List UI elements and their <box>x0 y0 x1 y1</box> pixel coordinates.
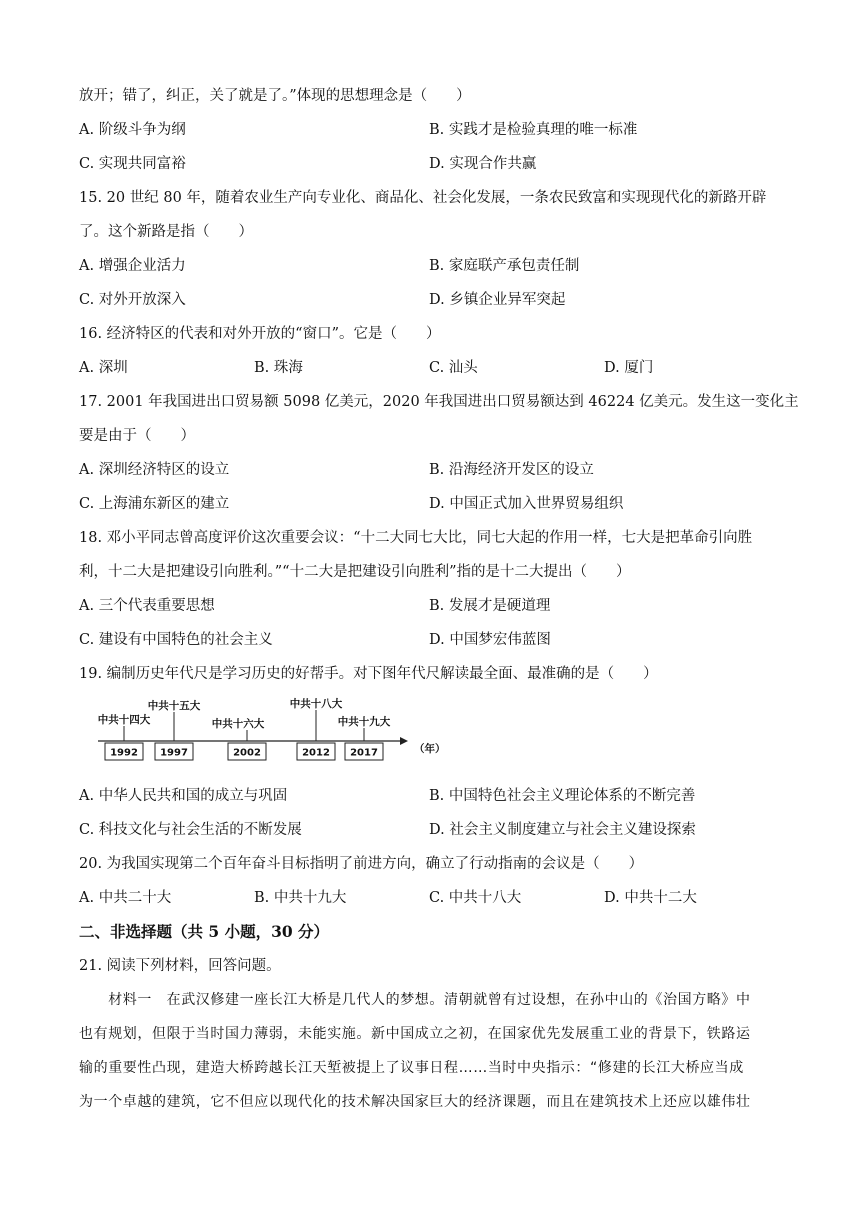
q18-stem: 18. 邓小平同志曾高度评价这次重要会议：“十二大同七大比，同七大起的作用一样，七大是把革命引向胜 <box>79 530 753 546</box>
q18-option-a: A. 三个代表重要思想 <box>79 598 215 614</box>
timeline-year-3: 2002 <box>233 747 261 759</box>
q20-option-b: B. 中共十九大 <box>254 890 347 906</box>
material-line-1: 材料一 在武汉修建一座长江大桥是几代人的梦想。清朝就曾有过设想，在孙中山的《治国方略》中 <box>79 992 751 1008</box>
q16-option-b: B. 珠海 <box>254 360 303 376</box>
timeline-year-4: 2012 <box>302 747 330 759</box>
q14-stem-tail: 放开；错了，纠正，关了就是了。”体现的思想理念是（ ） <box>79 88 471 104</box>
q15-stem: 15. 20 世纪 80 年，随着农业生产向专业化、商品化、社会化发展，一条农民致富和实现现代化的新路开辟 <box>79 190 767 206</box>
material-line-2: 也有规划，但限于当时国力薄弱，未能实施。新中国成立之初，在国家优先发展重工业的背景下，铁路运 <box>79 1026 751 1042</box>
q20-option-a: A. 中共二十大 <box>79 890 172 906</box>
timeline-year-5: 2017 <box>350 747 378 759</box>
q20-option-d: D. 中共十二大 <box>604 890 697 906</box>
timeline-arrow <box>400 737 408 745</box>
q14-option-a: A. 阶级斗争为纲 <box>79 122 186 138</box>
timeline-label-1: 中共十四大 <box>97 714 151 726</box>
q18-option-b: B. 发展才是硬道理 <box>429 598 551 614</box>
q19-option-d: D. 社会主义制度建立与社会主义建设探索 <box>429 822 696 838</box>
q19-option-a: A. 中华人民共和国的成立与巩固 <box>79 788 288 804</box>
q14-option-d: D. 实现合作共赢 <box>429 156 537 172</box>
material-line-3: 输的重要性凸现，建造大桥跨越长江天堑被提上了议事日程……当时中央指示：“修建的长江大桥应当成 <box>79 1060 744 1076</box>
q20-option-c: C. 中共十八大 <box>429 890 522 906</box>
q18-option-d: D. 中国梦宏伟蓝图 <box>429 632 551 648</box>
q15-option-a: A. 增强企业活力 <box>79 258 186 274</box>
q16-option-d: D. 厦门 <box>604 360 654 376</box>
timeline-year-2: 1997 <box>160 747 188 759</box>
q18-stem-cont: 利，十二大是把建设引向胜利。”“十二大是把建设引向胜利”指的是十二大提出（ ） <box>79 564 631 580</box>
q17-option-d: D. 中国正式加入世界贸易组织 <box>429 496 624 512</box>
q17-stem: 17. 2001 年我国进出口贸易额 5098 亿美元，2020 年我国进出口贸易额达到 46224 亿美元。发生这一变化主 <box>79 394 799 410</box>
q15-option-b: B. 家庭联产承包责任制 <box>429 258 580 274</box>
timeline-unit: （年） <box>414 743 446 755</box>
q17-option-c: C. 上海浦东新区的建立 <box>79 496 230 512</box>
q19-option-b: B. 中国特色社会主义理论体系的不断完善 <box>429 788 696 804</box>
year-timeline <box>90 694 450 766</box>
q17-option-a: A. 深圳经济特区的设立 <box>79 462 230 478</box>
timeline-year-1: 1992 <box>110 747 138 759</box>
timeline-label-3: 中共十六大 <box>211 718 265 730</box>
timeline-label-2: 中共十五大 <box>147 700 201 712</box>
q19-stem: 19. 编制历史年代尺是学习历史的好帮手。对下图年代尺解读最全面、最准确的是（ ） <box>79 666 658 682</box>
q21-stem: 21. 阅读下列材料，回答问题。 <box>79 958 281 974</box>
q16-stem: 16. 经济特区的代表和对外开放的“窗口”。它是（ ） <box>79 326 441 342</box>
section-heading: 二、非选择题（共 5 小题，30 分） <box>79 922 330 941</box>
q15-option-c: C. 对外开放深入 <box>79 292 186 308</box>
q17-stem-cont: 要是由于（ ） <box>79 428 195 444</box>
q20-stem: 20. 为我国实现第二个百年奋斗目标指明了前进方向，确立了行动指南的会议是（ ） <box>79 856 644 872</box>
q15-stem-cont: 了。这个新路是指（ ） <box>79 224 253 240</box>
q17-option-b: B. 沿海经济开发区的设立 <box>429 462 594 478</box>
material-line-4: 为一个卓越的建筑，它不但应以现代化的技术解决国家巨大的经济课题，而且在建筑技术上还应以雄伟壮 <box>79 1094 751 1110</box>
q14-option-c: C. 实现共同富裕 <box>79 156 186 172</box>
timeline-label-5: 中共十九大 <box>337 716 391 728</box>
q15-option-d: D. 乡镇企业异军突起 <box>429 292 566 308</box>
q14-option-b: B. 实践才是检验真理的唯一标准 <box>429 122 638 138</box>
q18-option-c: C. 建设有中国特色的社会主义 <box>79 632 273 648</box>
q16-option-c: C. 汕头 <box>429 360 478 376</box>
timeline-label-4: 中共十八大 <box>289 698 343 710</box>
q16-option-a: A. 深圳 <box>79 360 128 376</box>
q19-option-c: C. 科技文化与社会生活的不断发展 <box>79 822 302 838</box>
